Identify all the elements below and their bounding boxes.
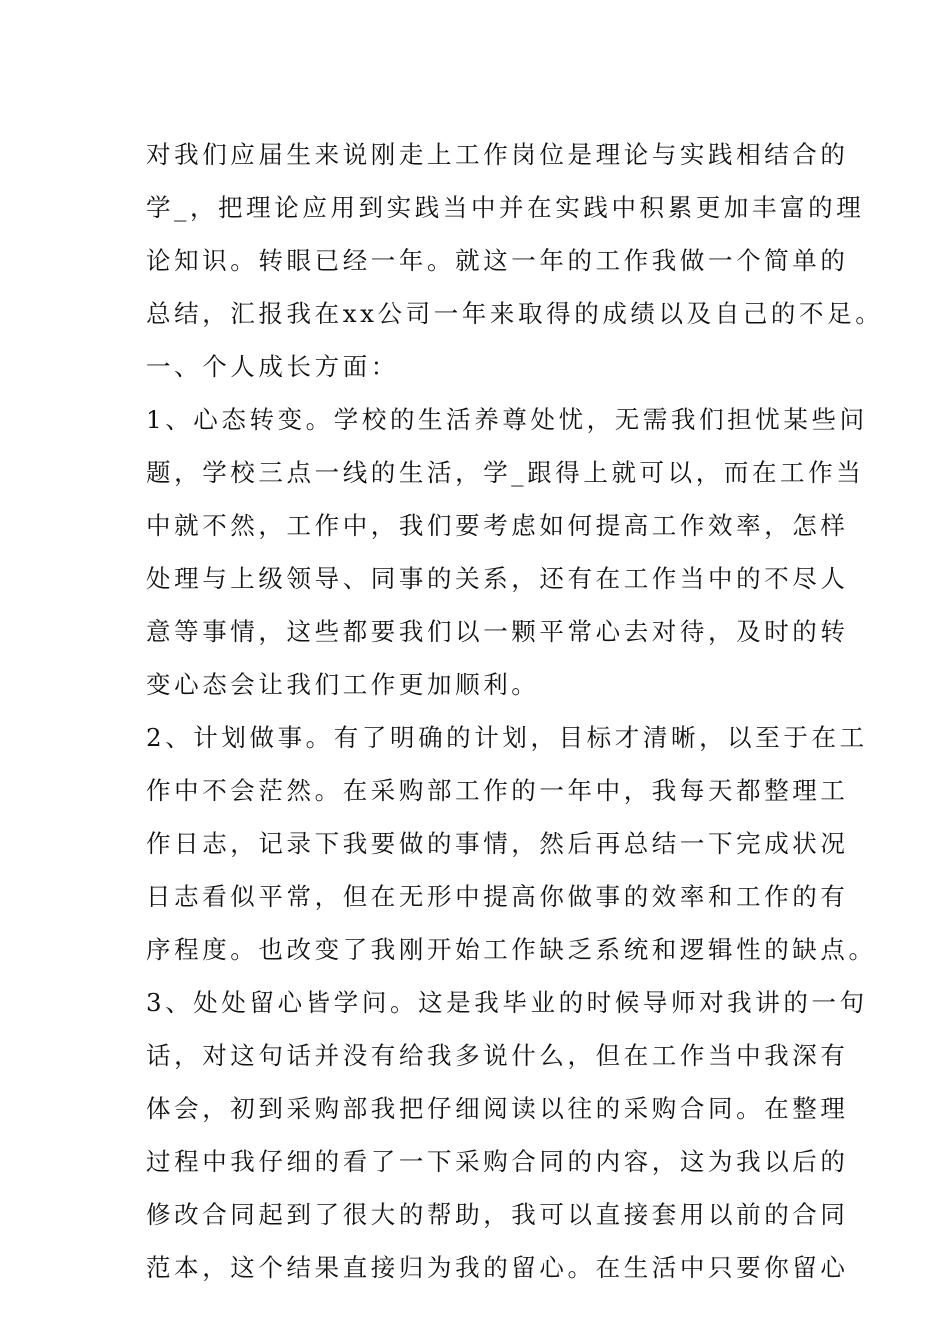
text-line: 修改合同起到了很大的帮助，我可以直接套用以前的合同 [146, 1200, 849, 1229]
text-line: 总结，汇报我在xx公司一年来取得的成绩以及自己的不足。 [146, 299, 884, 328]
text-line: 论知识。转眼已经一年。就这一年的工作我做一个简单的 [146, 246, 849, 275]
text-line: 题，学校三点一线的生活，学_跟得上就可以，而在工作当 [146, 458, 865, 487]
text-line: 作日志，记录下我要做的事情，然后再总结一下完成状况 [146, 829, 849, 858]
text-line: 1、心态转变。学校的生活养尊处忧，无需我们担忧某些问 [146, 405, 868, 434]
text-line: 中就不然，工作中，我们要考虑如何提高工作效率，怎样 [146, 511, 849, 540]
text-line: 范本，这个结果直接归为我的留心。在生活中只要你留心 [146, 1253, 849, 1282]
text-line: 作中不会茫然。在采购部工作的一年中，我每天都整理工 [146, 776, 849, 805]
text-line: 学_，把理论应用到实践当中并在实践中积累更加丰富的理 [146, 193, 865, 222]
text-line: 话，对这句话并没有给我多说什么，但在工作当中我深有 [146, 1041, 849, 1070]
text-line: 对我们应届生来说刚走上工作岗位是理论与实践相结合的 [146, 140, 849, 169]
text-line: 2、计划做事。有了明确的计划，目标才清晰，以至于在工 [146, 723, 868, 752]
document-body [146, 128, 884, 1294]
text-line: 处理与上级领导、同事的关系，还有在工作当中的不尽人 [146, 564, 849, 593]
text-line: 变心态会让我们工作更加顺利。 [146, 670, 540, 699]
text-line: 3、处处留心皆学问。这是我毕业的时候导师对我讲的一句 [146, 988, 868, 1017]
text-line: 过程中我仔细的看了一下采购合同的内容，这为我以后的 [146, 1147, 849, 1176]
text-line: 意等事情，这些都要我们以一颗平常心去对待，及时的转 [146, 617, 849, 646]
text-line: 日志看似平常，但在无形中提高你做事的效率和工作的有 [146, 882, 849, 911]
text-line: 体会，初到采购部我把仔细阅读以往的采购合同。在整理 [146, 1094, 849, 1123]
text-line: 序程度。也改变了我刚开始工作缺乏系统和逻辑性的缺点。 [146, 935, 877, 964]
section-heading: 一、个人成长方面： [146, 352, 399, 381]
